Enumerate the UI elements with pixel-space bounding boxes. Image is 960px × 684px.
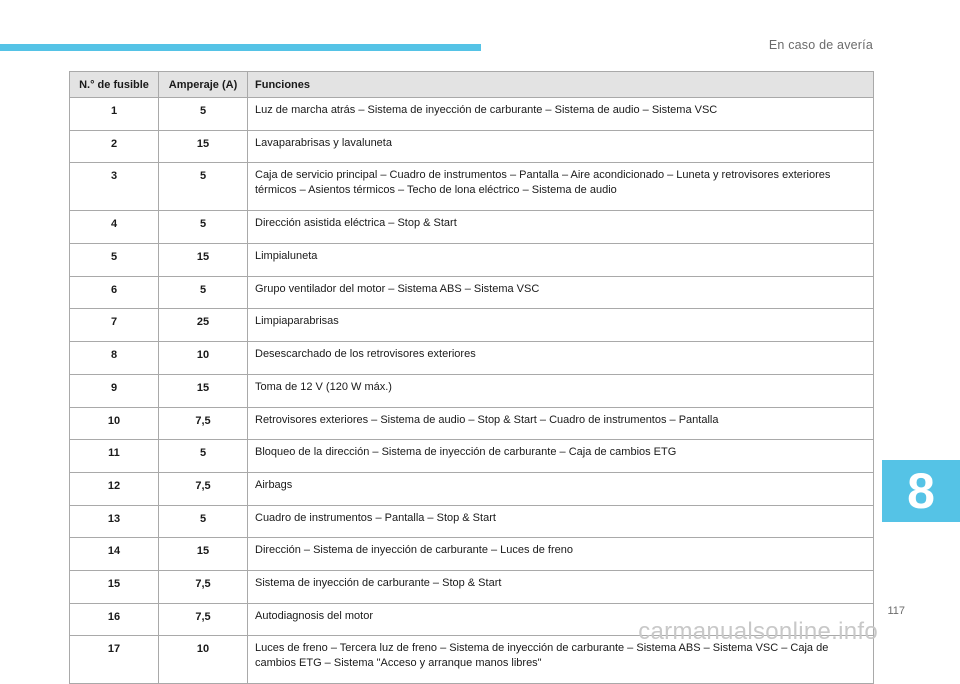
fuse-number-cell: 4 (70, 211, 159, 244)
fuse-number-cell: 1 (70, 98, 159, 131)
column-header-functions: Funciones (248, 72, 874, 98)
amperage-cell: 10 (159, 636, 248, 684)
table-row (70, 98, 874, 131)
functions-cell: Dirección asistida eléctrica – Stop & Start (248, 211, 874, 244)
functions-cell: Lavaparabrisas y lavaluneta (248, 130, 874, 163)
functions-cell: Caja de servicio principal – Cuadro de instrumentos – Pantalla – Aire acondicionado – Luneta y retrovisores exteriores térmicos – Asientos térmicos – Techo de lona eléctrico – Sistema de audio (248, 163, 874, 211)
functions-cell: Limpialuneta (248, 244, 874, 277)
table-row (70, 276, 874, 309)
amperage-cell: 5 (159, 276, 248, 309)
fuse-number-cell: 11 (70, 440, 159, 473)
table-row (70, 163, 874, 211)
table-row (70, 570, 874, 603)
amperage-cell: 5 (159, 98, 248, 131)
amperage-cell: 5 (159, 440, 248, 473)
fuse-table (69, 71, 874, 684)
functions-cell: Toma de 12 V (120 W máx.) (248, 374, 874, 407)
functions-cell: Dirección – Sistema de inyección de carburante – Luces de freno (248, 538, 874, 571)
fuse-number-cell: 16 (70, 603, 159, 636)
functions-cell: Desescarchado de los retrovisores exteriores (248, 342, 874, 375)
chapter-tab: 8 (882, 460, 960, 522)
amperage-cell: 7,5 (159, 472, 248, 505)
watermark: carmanualsonline.info (638, 618, 878, 645)
amperage-cell: 25 (159, 309, 248, 342)
functions-cell: Limpiaparabrisas (248, 309, 874, 342)
fuse-number-cell: 2 (70, 130, 159, 163)
amperage-cell: 10 (159, 342, 248, 375)
amperage-cell: 15 (159, 244, 248, 277)
functions-cell: Autodiagnosis del motor (248, 603, 874, 636)
fuse-number-cell: 12 (70, 472, 159, 505)
fuse-number-cell: 17 (70, 636, 159, 684)
fuse-number-cell: 7 (70, 309, 159, 342)
amperage-cell: 15 (159, 130, 248, 163)
table-row (70, 440, 874, 473)
table-row (70, 342, 874, 375)
functions-cell: Sistema de inyección de carburante – Stop & Start (248, 570, 874, 603)
table-row (70, 505, 874, 538)
functions-cell: Retrovisores exteriores – Sistema de audio – Stop & Start – Cuadro de instrumentos – Pantalla (248, 407, 874, 440)
table-row (70, 130, 874, 163)
amperage-cell: 15 (159, 374, 248, 407)
functions-cell: Luz de marcha atrás – Sistema de inyección de carburante – Sistema de audio – Sistema VSC (248, 98, 874, 131)
table-row (70, 472, 874, 505)
functions-cell: Airbags (248, 472, 874, 505)
fuse-number-cell: 10 (70, 407, 159, 440)
column-header-amperage: Amperaje (A) (159, 72, 248, 98)
table-row (70, 211, 874, 244)
amperage-cell: 5 (159, 505, 248, 538)
section-title: En caso de avería (768, 38, 873, 52)
column-header-fuse-number: N.° de fusible (70, 72, 159, 98)
fuse-number-cell: 3 (70, 163, 159, 211)
table-row (70, 244, 874, 277)
amperage-cell: 7,5 (159, 603, 248, 636)
amperage-cell: 5 (159, 163, 248, 211)
functions-cell: Cuadro de instrumentos – Pantalla – Stop & Start (248, 505, 874, 538)
functions-cell: Bloqueo de la dirección – Sistema de inyección de carburante – Caja de cambios ETG (248, 440, 874, 473)
fuse-number-cell: 14 (70, 538, 159, 571)
amperage-cell: 7,5 (159, 407, 248, 440)
functions-cell: Luces de freno – Tercera luz de freno – Sistema de inyección de carburante – Sistema ABS – Sistema VSC – Caja de cambios ETG – Sistema "Acceso y arranque manos libres" (248, 636, 874, 684)
top-accent-bar (0, 44, 481, 51)
amperage-cell: 7,5 (159, 570, 248, 603)
amperage-cell: 5 (159, 211, 248, 244)
table-row (70, 538, 874, 571)
amperage-cell: 15 (159, 538, 248, 571)
table-row (70, 309, 874, 342)
page-number: 117 (887, 605, 905, 617)
table-row (70, 407, 874, 440)
fuse-number-cell: 6 (70, 276, 159, 309)
functions-cell: Grupo ventilador del motor – Sistema ABS – Sistema VSC (248, 276, 874, 309)
fuse-number-cell: 5 (70, 244, 159, 277)
fuse-number-cell: 9 (70, 374, 159, 407)
fuse-number-cell: 15 (70, 570, 159, 603)
table-body (70, 98, 874, 684)
table-row (70, 374, 874, 407)
fuse-number-cell: 13 (70, 505, 159, 538)
table-header-row (70, 72, 874, 98)
fuse-number-cell: 8 (70, 342, 159, 375)
